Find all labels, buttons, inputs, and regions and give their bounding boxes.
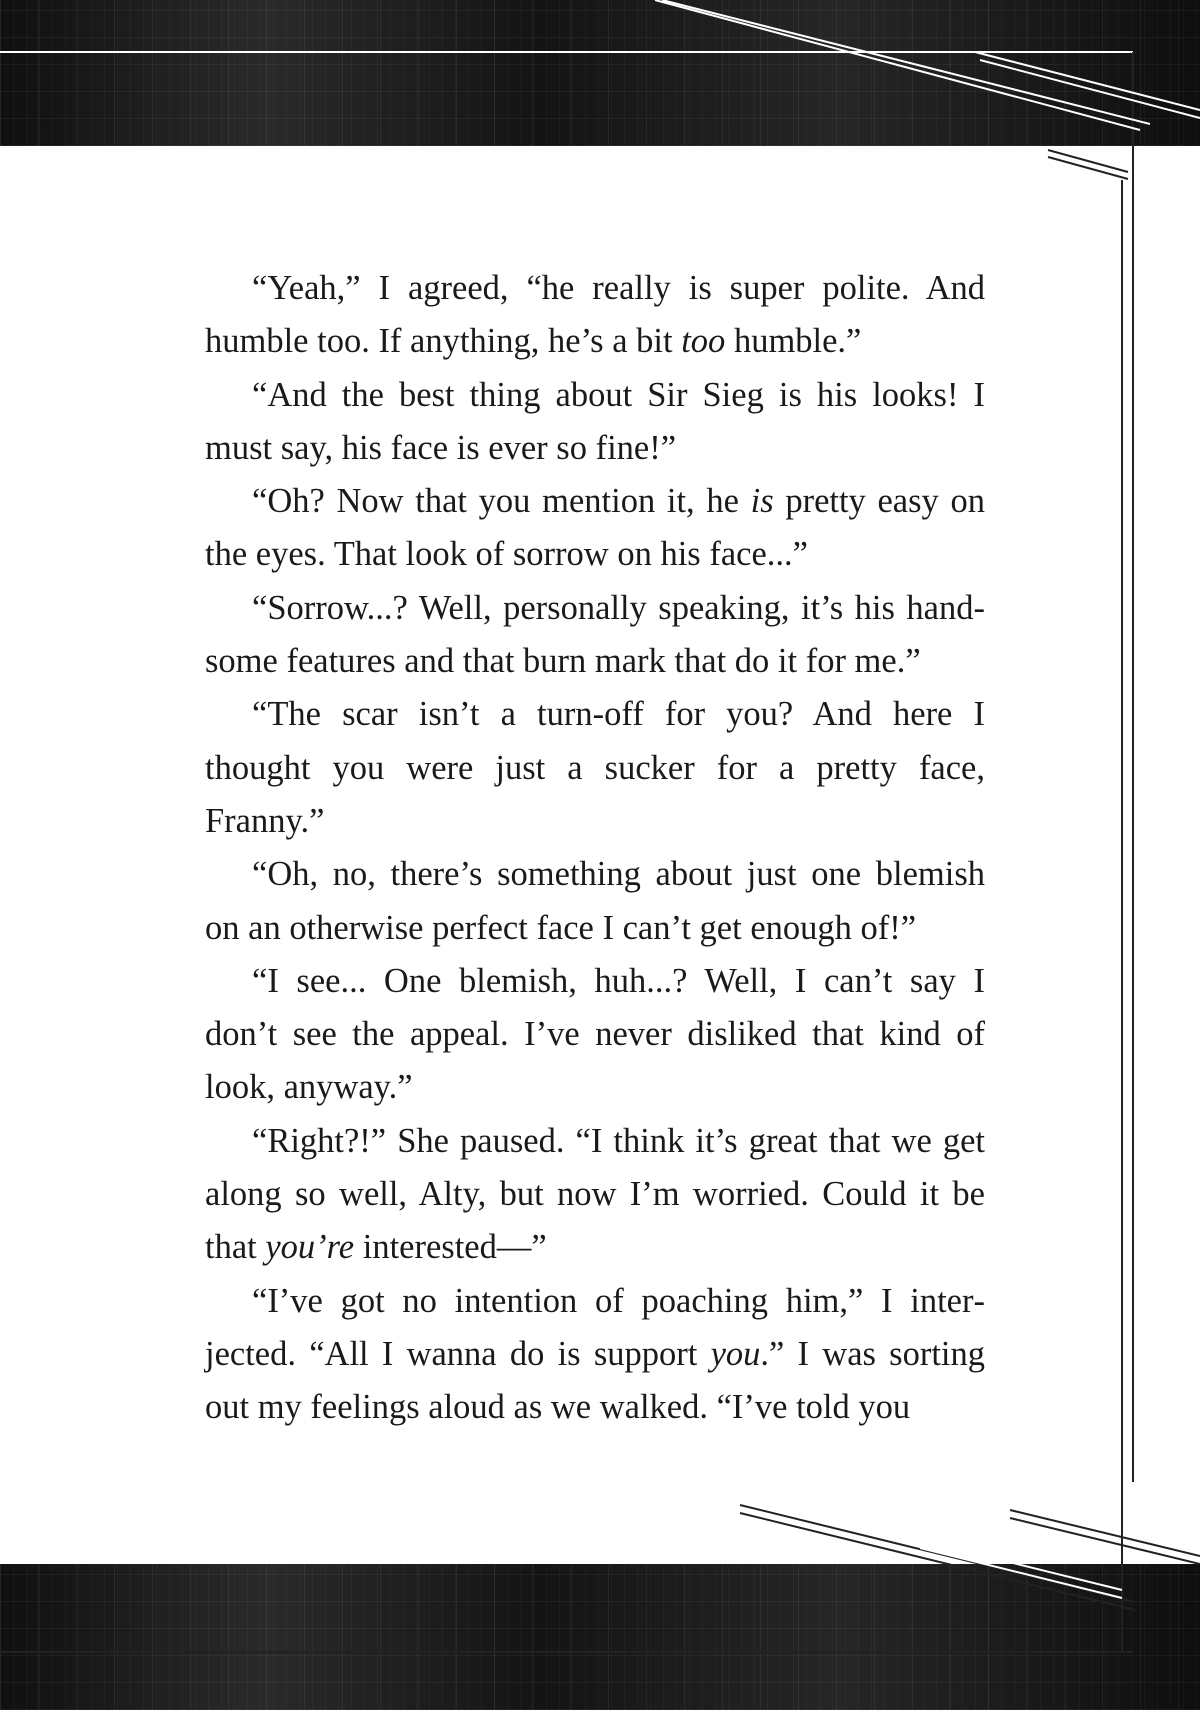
paragraph (205, 848, 985, 955)
paragraph (205, 688, 985, 848)
text-run: “I’ve got no intention of poaching him,” I interjected. “All I wanna do is support (205, 1281, 985, 1373)
text-run: humble.” (725, 322, 862, 361)
paragraph (205, 369, 985, 476)
emphasis-text: you (710, 1334, 761, 1373)
paragraph (205, 262, 985, 369)
emphasis-text: you’re (265, 1228, 355, 1267)
emphasis-text: is (750, 482, 774, 521)
text-run: pretty easy on the eyes. That look of sorrow on his face...” (205, 482, 985, 574)
text-run: “The scar isn’t a turn-off for you? And here I thought you were just a sucker for a pretty face, Franny.” (205, 695, 985, 840)
text-run: “Yeah,” I agreed, “he really is super polite. And humble too. If anything, he’s a bit (205, 269, 985, 361)
text-run: “Oh, no, there’s something about just one blemish on an otherwise perfect face I can’t get enough of!” (205, 855, 985, 947)
text-run: interested—” (354, 1228, 547, 1267)
paragraph (205, 955, 985, 1115)
text-run: “I see... One blemish, huh...? Well, I can’t say I don’t see the appeal. I’ve never disliked that kind of look, anyway.” (205, 961, 985, 1107)
text-run: “Sorrow...? Well, personally speaking, it’s his handsome features and that burn mark that do it for me.” (205, 588, 985, 681)
slash-bottom-4 (1010, 1518, 1200, 1564)
paragraph (205, 582, 985, 689)
bottom-decorative-band (0, 1564, 1200, 1710)
page-body-text (205, 262, 985, 1435)
paragraph (205, 1115, 985, 1275)
emphasis-text: too (681, 322, 726, 361)
slash-right-2 (1048, 157, 1128, 179)
paragraph (205, 1275, 985, 1435)
text-run: .” I was sorting out my feelings aloud as we walked. “I’ve told you (205, 1334, 986, 1427)
top-decorative-band (0, 0, 1200, 146)
text-run: “Oh? Now that you mention it, he (252, 482, 751, 521)
slash-right-1 (1048, 150, 1128, 172)
paragraph (205, 475, 985, 582)
text-run: “Right?!” She paused. “I think it’s great that we get along so well, Alty, but now I’m worried. Could it be that (205, 1121, 985, 1267)
slash-bottom-3 (1010, 1510, 1200, 1556)
text-run: “And the best thing about Sir Sieg is his looks! I must say, his face is ever so fine!” (205, 375, 985, 467)
